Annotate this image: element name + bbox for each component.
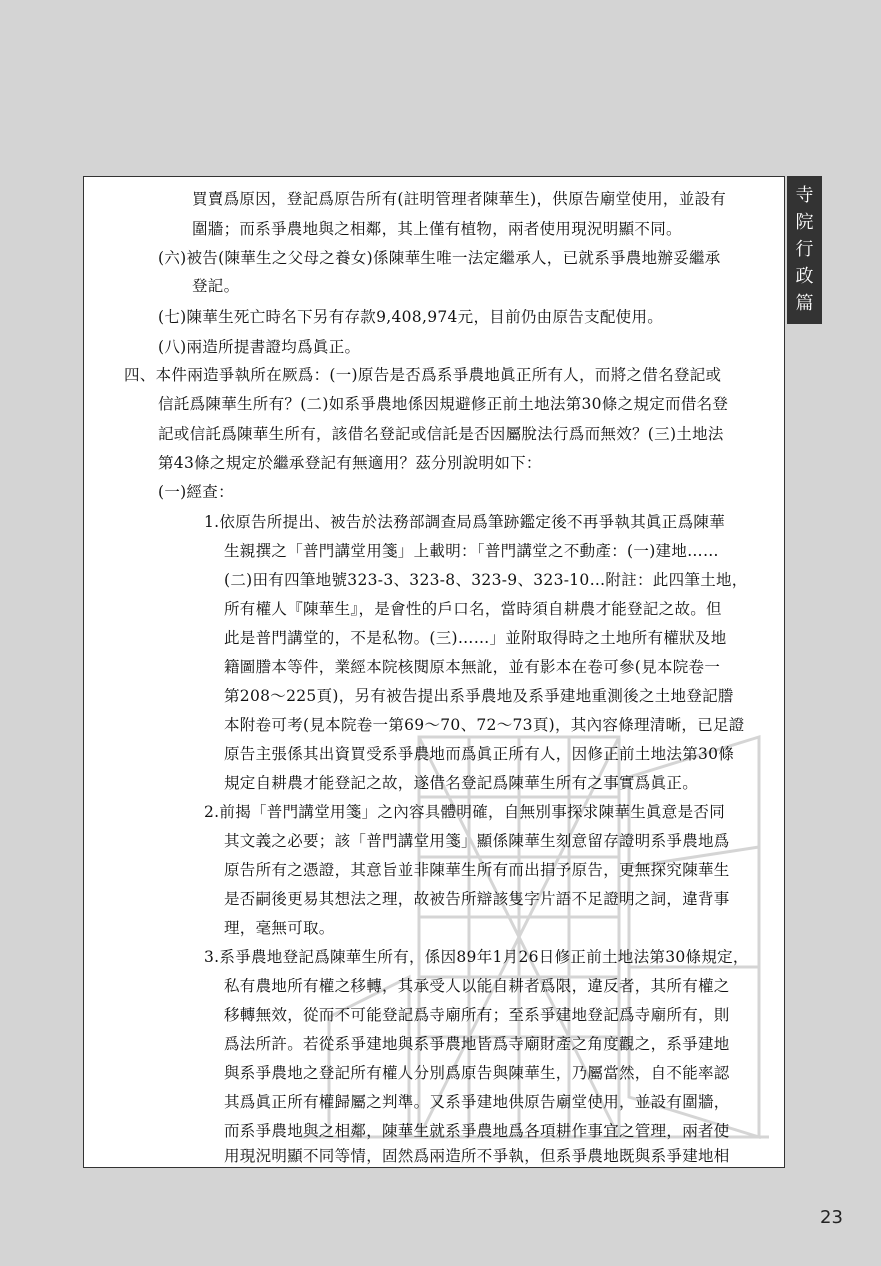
page-number: 23 [820,1207,843,1228]
text-line: 用現況明顯不同等情，固然爲兩造所不爭執，但系爭農地既與系爭建地相 [224,1147,730,1165]
text-line: 買賣爲原因，登記爲原告所有(註明管理者陳華生)，供原告廟堂使用，並設有 [192,190,727,208]
text-line: 3.系爭農地登記爲陳華生所有，係因89年1月26日修正前土地法第30條規定， [204,948,749,966]
text-line: 生親撰之「普門講堂用箋」上載明：「普門講堂之不動產：(一)建地…… [224,542,719,560]
section-tab-char: 院 [795,211,814,233]
text-line: 原告所有之憑證，其意旨並非陳華生所有而出捐予原告，更無探究陳華生 [224,861,730,879]
text-line: (一)經查： [158,483,234,501]
text-line: 本附卷可考(見本院卷一第69～70、72～73頁)，其內容條理清晰，已足證 [224,716,745,734]
text-line: 其爲眞正所有權歸屬之判準。又系爭建地供原告廟堂使用，並設有圍牆， [224,1093,730,1111]
text-line: 信託爲陳華生所有？(二)如系爭農地係因規避修正前土地法第30條之規定而借名登 [158,395,729,413]
text-line: 籍圖謄本等件，業經本院核閱原本無訛，並有影本在卷可參(見本院卷一 [224,658,721,676]
text-line: 所有權人『陳華生』，是會性的戶口名，當時須自耕農才能登記之故。但 [224,600,722,618]
section-tab-char: 行 [795,238,814,260]
text-line: 登記。 [192,277,240,295]
text-line: (八)兩造所提書證均爲眞正。 [158,338,361,356]
text-line: 圍牆；而系爭農地與之相鄰，其上僅有植物，兩者使用現況明顯不同。 [192,220,682,238]
section-tab-char: 政 [795,266,814,288]
text-line: 1.依原告所提出、被告於法務部調查局爲筆跡鑑定後不再爭執其眞正爲陳華 [204,513,725,531]
text-line: 理，毫無可取。 [224,919,335,937]
text-line: 是否嗣後更易其想法之理，故被告所辯該隻字片語不足證明之詞，違背事 [224,890,730,908]
text-line: 私有農地所有權之移轉，其承受人以能自耕者爲限，違反者，其所有權之 [224,977,730,995]
text-line: 第208～225頁)，另有被告提出系爭農地及系爭建地重測後之土地登記謄 [224,687,734,705]
text-line: 記或信託爲陳華生所有，該借名登記或信託是否因屬脫法行爲而無效？(三)土地法 [158,425,724,443]
text-line: 此是普門講堂的，不是私物。(三)……」並附取得時之土地所有權狀及地 [224,629,727,647]
text-line: 其文義之必要；該「普門講堂用箋」顯係陳華生刻意留存證明系爭農地爲 [224,832,730,850]
section-tab-char: 篇 [795,293,814,315]
section-tab-char: 寺 [795,184,814,206]
text-line: 爲法所許。若從系爭建地與系爭農地皆爲寺廟財產之角度觀之，系爭建地 [224,1035,730,1053]
text-line: 與系爭農地之登記所有權人分別爲原告與陳華生，乃屬當然，自不能率認 [224,1064,730,1082]
text-line: 2.前揭「普門講堂用箋」之內容具體明確，自無別事探求陳華生眞意是否同 [204,803,725,821]
text-line: 第43條之規定於繼承登記有無適用？茲分別說明如下： [158,454,542,472]
text-line: 移轉無效，從而不可能登記爲寺廟所有；至系爭建地登記爲寺廟所有，則 [224,1006,730,1024]
section-tab [787,176,822,324]
text-line: (六)被告(陳華生之父母之養女)係陳華生唯一法定繼承人，已就系爭農地辦妥繼承 [158,249,721,267]
text-line: 四、本件兩造爭執所在厥爲：(一)原告是否爲系爭農地眞正所有人，而將之借名登記或 [124,366,722,384]
text-line: 而系爭農地與之相鄰，陳華生就系爭農地爲各項耕作事宜之管理，兩者使 [224,1122,730,1140]
text-line: (七)陳華生死亡時名下另有存款9,408,974元，目前仍由原告支配使用。 [158,308,664,326]
text-line: 規定自耕農才能登記之故，遂借名登記爲陳華生所有之事實爲眞正。 [224,774,699,792]
text-line: 原告主張係其出資買受系爭農地而爲眞正所有人，因修正前土地法第30條 [224,745,735,763]
document-page [83,176,785,1168]
text-line: (二)田有四筆地號323-3、323-8、323-9、323-10…附註：此四筆土地， [224,571,748,589]
